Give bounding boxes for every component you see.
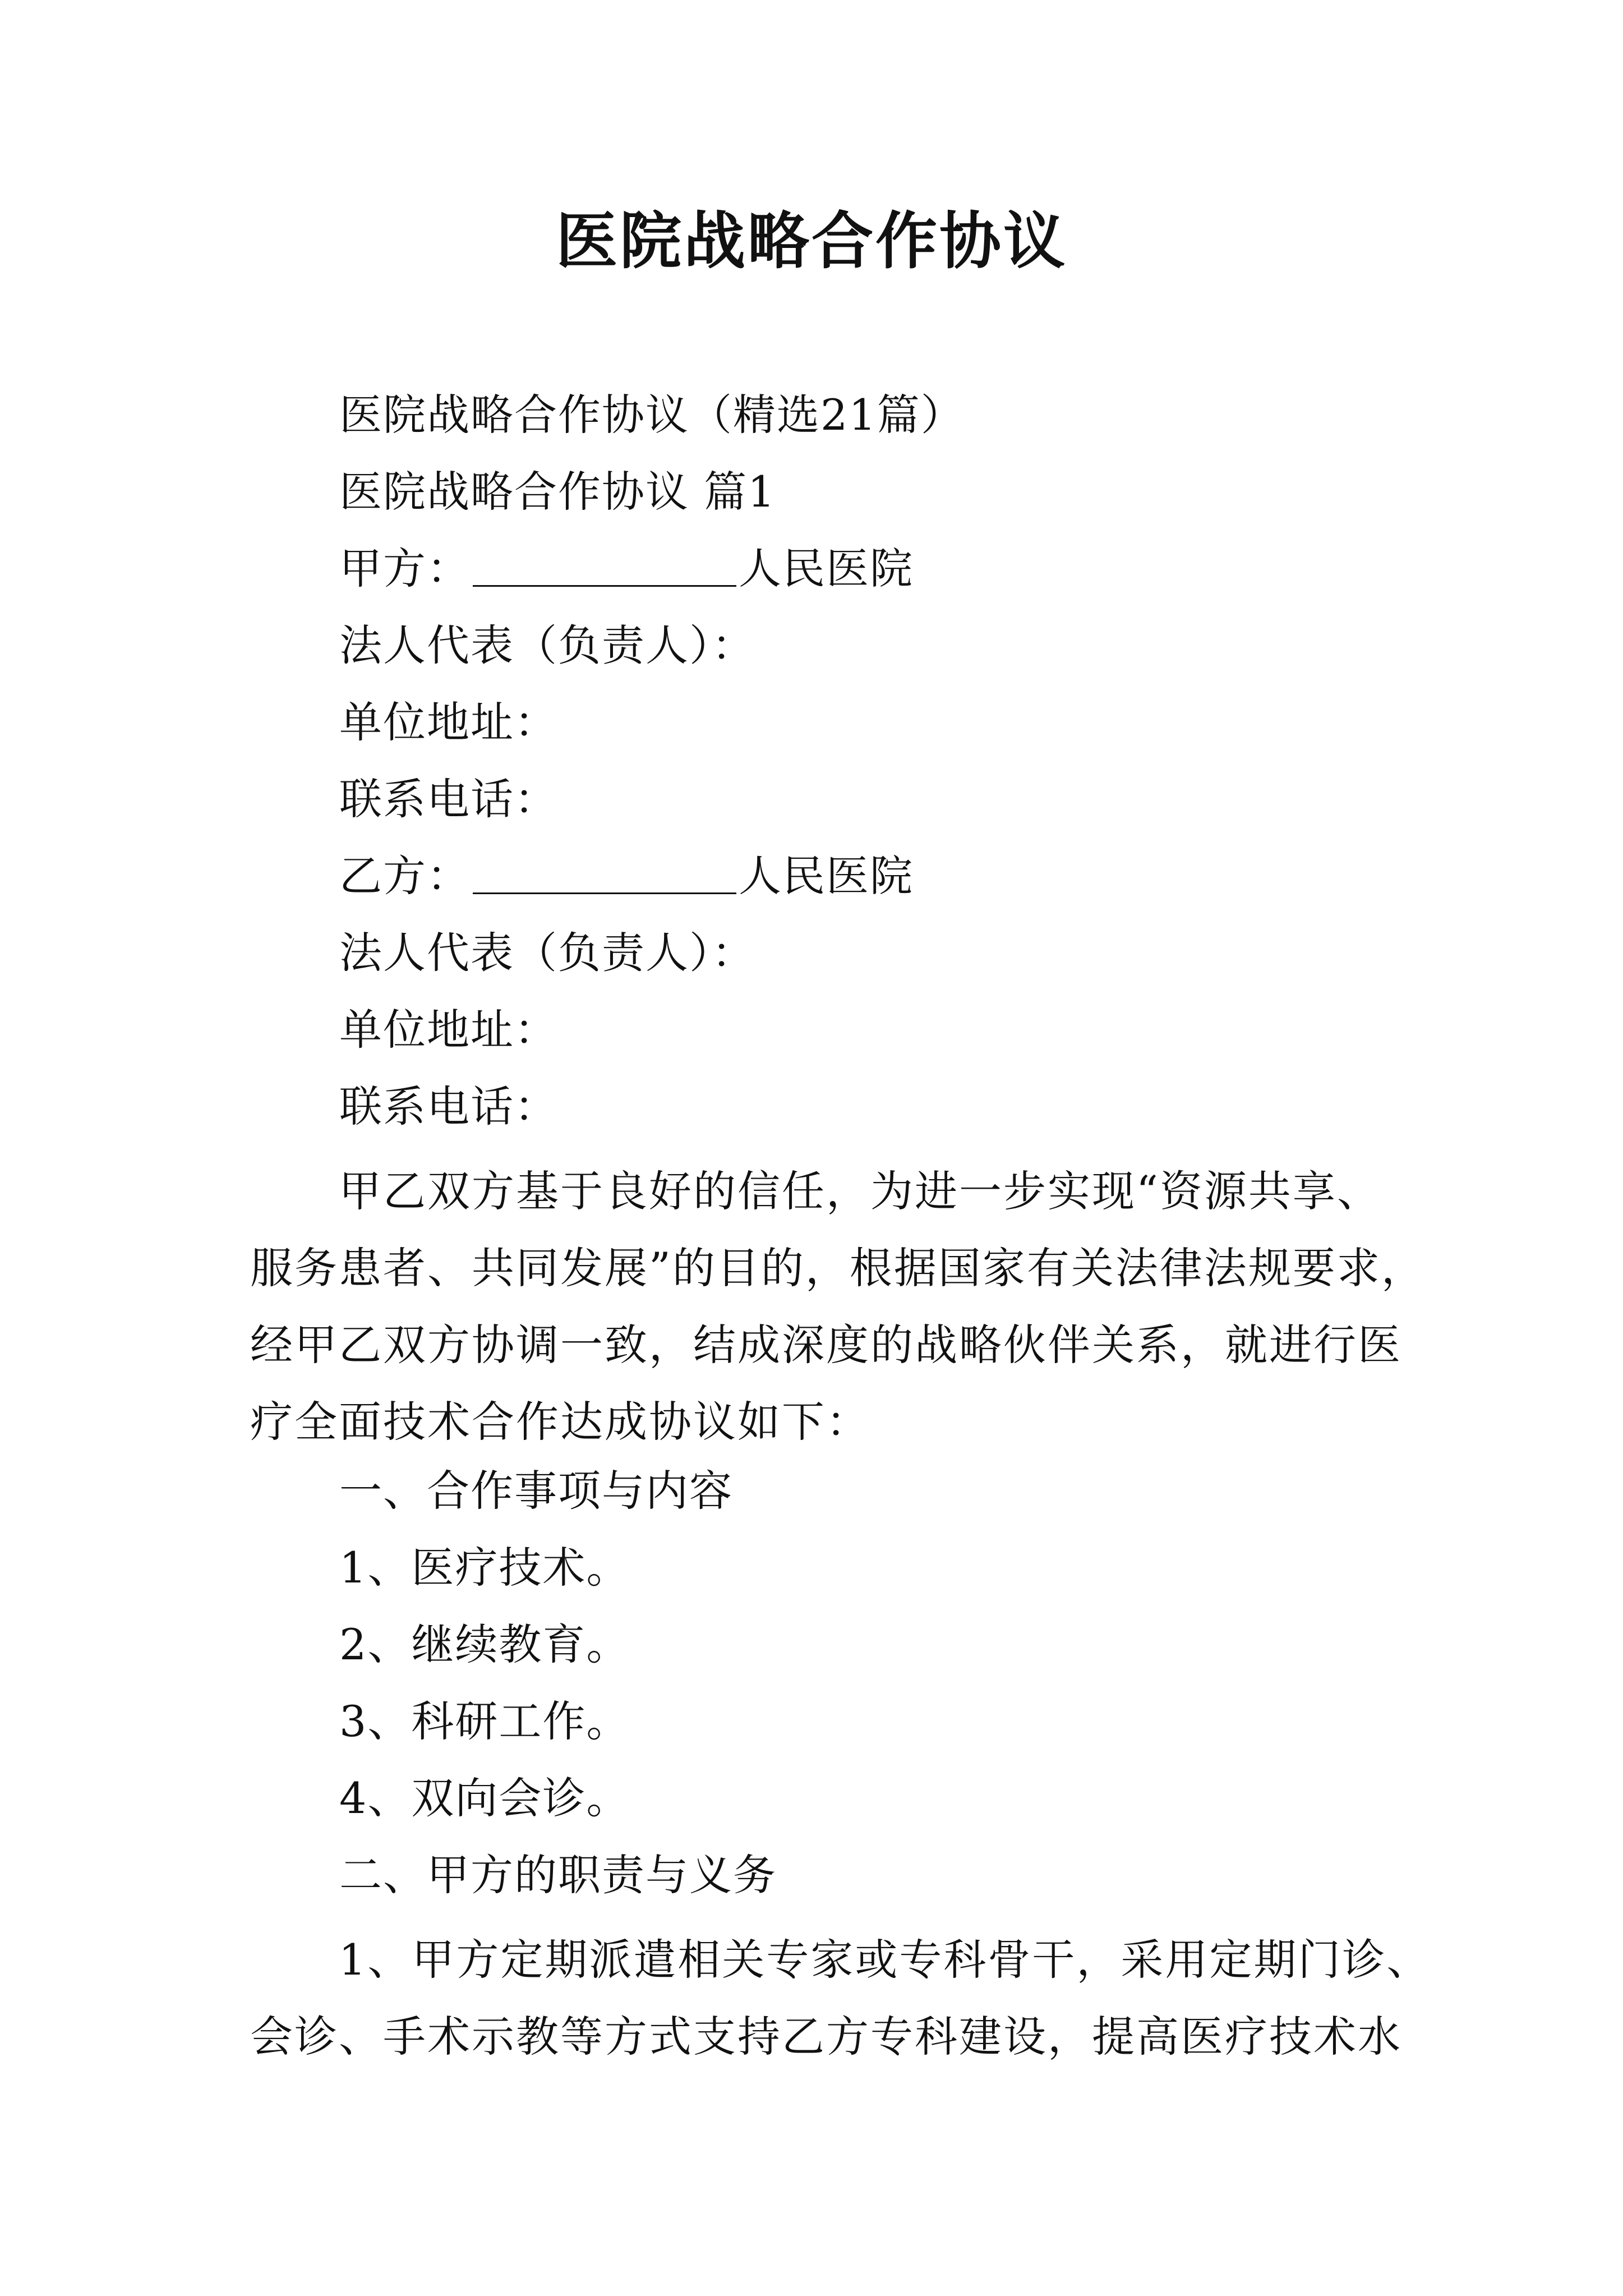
section1-item: 2、继续教育。	[339, 1619, 630, 1669]
party-b-line	[339, 845, 914, 907]
section1-title: 一、合作事项与内容	[339, 1466, 733, 1516]
document-subtitle: 医院战略合作协议（精选21篇）	[339, 390, 965, 440]
party-b-name-blank	[473, 853, 736, 894]
party-a-legal-rep: 法人代表（负责人）：	[339, 620, 755, 670]
party-a-phone: 联系电话：	[339, 774, 558, 824]
section-heading: 医院战略合作协议 篇1	[339, 467, 776, 517]
party-a-line	[339, 538, 914, 600]
section1-item: 3、科研工作。	[339, 1696, 630, 1746]
party-a-address: 单位地址：	[339, 697, 558, 747]
party-b-phone: 联系电话：	[339, 1082, 558, 1131]
party-a-label: 甲方：	[339, 544, 471, 593]
party-a-name-blank	[473, 546, 736, 587]
section2-item1-line: 1、甲方定期派遣相关专家或专科骨干，采用定期门诊、	[339, 1935, 1431, 1985]
intro-line: 经甲乙双方协调一致，结成深度的战略伙伴关系，就进行医	[250, 1320, 1402, 1370]
section2-title: 二、甲方的职责与义务	[339, 1850, 777, 1900]
section1-item: 1、医疗技术。	[339, 1543, 630, 1593]
intro-line: 甲乙双方基于良好的信任，为进一步实现“资源共享、	[339, 1166, 1381, 1216]
section2-item1-line: 会诊、手术示教等方式支持乙方专科建设，提高医疗技术水	[250, 2012, 1402, 2062]
party-b-label: 乙方：	[339, 851, 471, 901]
document-title: 医院战略合作协议	[556, 205, 1067, 277]
intro-line: 疗全面技术合作达成协议如下：	[250, 1397, 870, 1447]
party-b-hospital-suffix: 人民医院	[739, 851, 914, 901]
section2-item1-paragraph	[250, 1921, 1431, 2075]
party-b-address: 单位地址：	[339, 1005, 558, 1055]
section1-item: 4、双向会诊。	[339, 1773, 630, 1823]
party-b-legal-rep: 法人代表（负责人）：	[339, 928, 755, 978]
party-a-hospital-suffix: 人民医院	[739, 544, 914, 593]
intro-line: 服务患者、共同发展”的目的，根据国家有关法律法规要求，	[250, 1243, 1426, 1293]
intro-paragraph	[250, 1153, 1426, 1460]
